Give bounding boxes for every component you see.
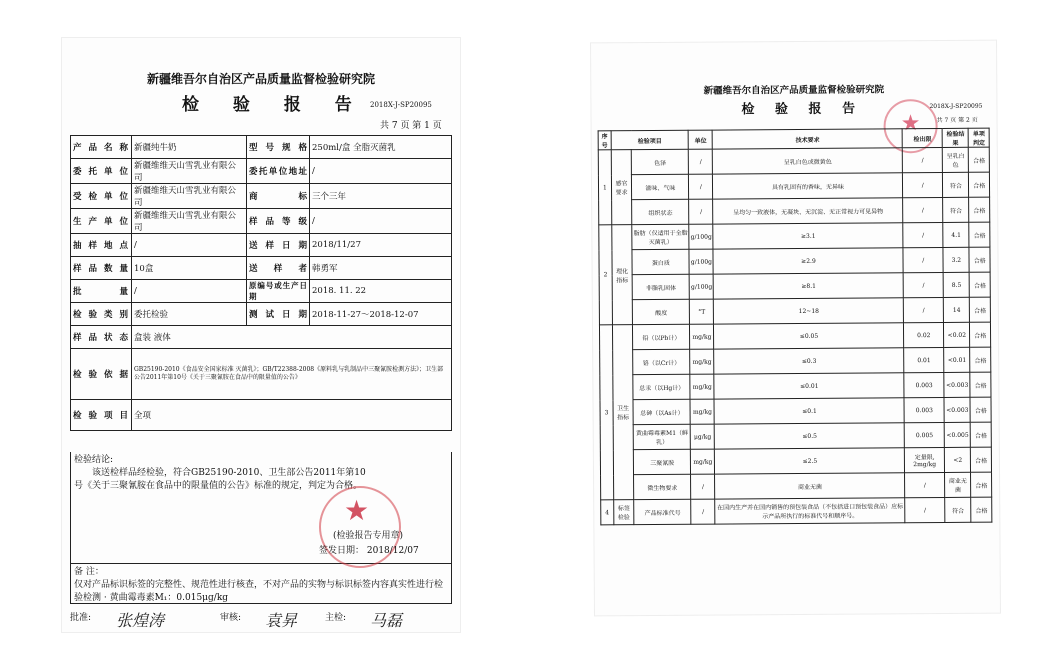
- item-result: <0.003: [944, 397, 971, 422]
- item-unit: mg/kg: [690, 374, 714, 399]
- table-row: [71, 303, 452, 326]
- table-row: [598, 147, 989, 175]
- table-row: [600, 372, 991, 400]
- remarks-box: [70, 564, 452, 604]
- client-value: 新疆维维天山雪乳业有限公司: [132, 159, 247, 184]
- item-requirement: ≤0.3: [714, 348, 904, 374]
- item-unit: μg/kg: [690, 424, 714, 449]
- item-name: 黄曲霉毒素M1（鲜乳）: [633, 424, 690, 449]
- item-verdict: 合格: [970, 272, 991, 297]
- item-requirement: 在国内生产并在国内销售的预包装食品（不包括进口预包装食品）应标示产品所执行的标准代号和顺序号。: [715, 498, 905, 524]
- main-inspector-label: 主检:: [325, 613, 347, 623]
- item-requirement: 12~18: [714, 298, 904, 324]
- item-unit: mg/kg: [690, 349, 714, 374]
- item-unit: °T: [690, 299, 714, 324]
- category-value: 委托检验: [132, 303, 247, 326]
- report-title: 检 验 报 告: [182, 95, 366, 115]
- item-unit: mg/kg: [690, 324, 714, 349]
- item-requirement: 商业无菌: [715, 473, 905, 499]
- item-result: 8.5: [943, 272, 970, 297]
- category-label: 检验类别: [71, 303, 132, 326]
- client-address-value: /: [310, 159, 452, 184]
- table-row: [71, 257, 452, 280]
- item-verdict: 合格: [969, 247, 990, 272]
- approve-signature: 张煌涛: [116, 611, 165, 630]
- item-name: 非脂乳固体: [632, 274, 689, 299]
- model-value: 250ml/盒 全脂灭菌乳: [310, 136, 452, 159]
- page-count: 共 7 页 第 2 页: [936, 116, 978, 125]
- batch-label: 批 量: [71, 280, 132, 303]
- table-row: [598, 172, 989, 200]
- report-code: 2018X-J-SP20095: [370, 101, 432, 109]
- group-name: 标签检验: [614, 500, 635, 525]
- column-header: 序号: [598, 131, 611, 150]
- items-label: 检验项目: [71, 400, 132, 431]
- sender-label: 送样者: [247, 257, 310, 280]
- item-name: 铬（以Cr计）: [633, 349, 690, 374]
- quantity-label: 样品数量: [71, 257, 132, 280]
- producer-value: 新疆维维天山雪乳业有限公司: [132, 209, 247, 234]
- basis-value: GB25190-2010《食品安全国家标准 灭菌乳》；GB/T22388-2008《原料乳与乳制品中三聚氰胺检测方法》；卫生部公告2011年第10号《关于三聚氰胺在食品中的限量值的公告》: [132, 349, 452, 400]
- table-row: [71, 280, 452, 303]
- item-detection-limit: /: [904, 297, 944, 322]
- client-label: 委托单位: [71, 159, 132, 184]
- table-row: [601, 472, 992, 500]
- institute-name: 新疆维吾尔自治区产品质量监督检验研究院: [703, 84, 885, 97]
- item-unit: /: [689, 149, 713, 174]
- item-result: 符合: [943, 197, 970, 222]
- trademark-value: 三个三年: [310, 184, 452, 209]
- item-name: 组织状态: [632, 199, 689, 224]
- item-detection-limit: /: [904, 272, 944, 297]
- item-name: 总汞（以Hg计）: [633, 374, 690, 399]
- table-row: [601, 497, 992, 525]
- item-detection-limit: /: [903, 197, 943, 222]
- item-requirement: ≤0.05: [714, 323, 904, 349]
- item-requirement: 具有乳固有的香味，无异味: [713, 173, 903, 199]
- results-table: [598, 128, 993, 526]
- item-verdict: 合格: [970, 297, 991, 322]
- group-name: 理化指标: [612, 225, 633, 325]
- item-name: 蛋白质: [632, 249, 689, 274]
- group-number: 1: [598, 150, 611, 225]
- item-requirement: ≤0.01: [714, 373, 904, 399]
- item-result: <2: [944, 447, 971, 472]
- inspected-value: 新疆维维天山雪乳业有限公司: [132, 184, 247, 209]
- batch-value: /: [132, 280, 247, 303]
- institute-name: 新疆维吾尔自治区产品质量监督检验研究院: [146, 72, 375, 86]
- sample-state-value: 盒装 液体: [132, 326, 452, 349]
- report-page-1: [62, 38, 460, 632]
- producer-label: 生产单位: [71, 209, 132, 234]
- item-result: <0.02: [944, 322, 971, 347]
- quantity-value: 10盒: [132, 257, 247, 280]
- basis-label: 检验依据: [71, 349, 132, 400]
- sample-place-value: /: [132, 234, 247, 257]
- star-icon: ★: [900, 111, 921, 137]
- approve-label: 批准:: [70, 613, 92, 623]
- inspected-label: 受检单位: [71, 184, 132, 209]
- group-name: 卫生指标: [612, 325, 634, 500]
- test-date-value: 2018-11-27～2018-12-07: [310, 303, 452, 326]
- item-requirement: 呈乳白色或微黄色: [713, 148, 903, 174]
- item-name: 微生物要求: [634, 474, 691, 499]
- item-result: 符合: [943, 172, 970, 197]
- item-requirement: ≥8.1: [714, 273, 904, 299]
- item-result: <0.01: [944, 347, 971, 372]
- item-result: 呈乳白色: [942, 147, 969, 172]
- item-result: <0.003: [944, 372, 971, 397]
- table-row: [600, 422, 991, 450]
- conclusion-title: 检验结论:: [74, 455, 114, 465]
- item-verdict: 合格: [969, 147, 990, 172]
- page-count: 共 7 页 第 1 页: [380, 121, 442, 131]
- item-detection-limit: 0.005: [905, 422, 945, 447]
- item-unit: /: [691, 474, 715, 499]
- table-row: [599, 322, 990, 350]
- group-name: 感官要求: [611, 150, 632, 225]
- item-detection-limit: /: [903, 247, 943, 272]
- item-detection-limit: /: [903, 172, 943, 197]
- item-name: 总砷（以As计）: [633, 399, 690, 424]
- item-result: 14: [943, 297, 970, 322]
- item-requirement: ≥3.1: [713, 223, 903, 249]
- table-row: [600, 397, 991, 425]
- column-header: 检验项目: [611, 130, 689, 150]
- item-verdict: 合格: [970, 372, 991, 397]
- main-inspector-signature: 马磊: [370, 611, 403, 630]
- item-result: 3.2: [943, 247, 970, 272]
- table-row: [71, 184, 452, 209]
- remarks-title: 备 注：: [74, 567, 104, 577]
- remarks-text: 仅对产品标识标签的完整性、规范性进行核查，不对产品的实物与标识标签内容真实性进行检验检测 · 黄曲霉毒素M₁：0.015μg/kg: [74, 580, 444, 603]
- item-detection-limit: 0.003: [904, 372, 944, 397]
- item-requirement: ≤0.5: [715, 423, 905, 449]
- item-requirement: ≤0.1: [714, 398, 904, 424]
- column-header: 单项判定: [969, 128, 990, 147]
- item-unit: g/100g: [689, 274, 713, 299]
- item-verdict: 合格: [971, 447, 992, 472]
- product-name-value: 新疆纯牛奶: [132, 136, 247, 159]
- item-unit: /: [689, 199, 713, 224]
- delivery-date-label: 送样日期: [247, 234, 310, 257]
- item-unit: mg/kg: [691, 449, 715, 474]
- column-header: 检验结果: [942, 128, 968, 147]
- item-name: 产品标准代号: [634, 499, 691, 524]
- item-verdict: 合格: [971, 422, 992, 447]
- item-detection-limit: /: [903, 222, 943, 247]
- table-row: [71, 136, 452, 159]
- item-unit: g/100g: [689, 249, 713, 274]
- table-row: [71, 326, 452, 349]
- item-unit: /: [691, 499, 715, 524]
- item-detection-limit: /: [905, 497, 945, 522]
- table-row: [71, 400, 452, 431]
- item-verdict: 合格: [969, 172, 990, 197]
- item-name: 滋味、气味: [632, 174, 689, 199]
- item-result: <0.005: [944, 422, 971, 447]
- test-date-label: 测试日期: [247, 303, 310, 326]
- item-detection-limit: /: [905, 472, 945, 497]
- client-address-label: 委托单位地址: [247, 159, 310, 184]
- item-unit: /: [689, 174, 713, 199]
- sample-state-label: 样品状态: [71, 326, 132, 349]
- item-verdict: 合格: [969, 197, 990, 222]
- item-verdict: 合格: [970, 347, 991, 372]
- item-verdict: 合格: [971, 497, 992, 522]
- table-row: [600, 447, 991, 475]
- item-name: 色泽: [632, 149, 689, 174]
- report-code: 2018X-J-SP20095: [929, 102, 983, 111]
- items-value: 全项: [132, 400, 452, 431]
- table-row: [71, 159, 452, 184]
- item-result: 商业无菌: [945, 472, 972, 497]
- model-label: 型号规格: [247, 136, 310, 159]
- item-unit: g/100g: [689, 224, 713, 249]
- group-number: 3: [599, 325, 613, 500]
- item-result: 4.1: [943, 222, 970, 247]
- table-row: [599, 197, 990, 225]
- production-date-label: 原编号或生产日期: [247, 280, 310, 303]
- table-row: [71, 349, 452, 400]
- table-row: [599, 297, 990, 325]
- item-detection-limit: /: [903, 147, 943, 172]
- item-requirement: ≤2.5: [715, 448, 905, 474]
- column-header: 检出限: [903, 128, 943, 147]
- seal-caption: (检验报告专用章): [333, 531, 404, 541]
- report-title: 检 验 报 告: [741, 101, 864, 118]
- item-unit: mg/kg: [690, 399, 714, 424]
- item-name: 脂肪（仅适用于全脂灭菌乳）: [632, 224, 689, 249]
- item-detection-limit: 0.003: [904, 397, 944, 422]
- issue-date: 签发日期： 2018/12/07: [319, 546, 419, 556]
- table-row: [599, 222, 990, 250]
- grade-value: /: [310, 209, 452, 234]
- item-verdict: 合格: [970, 322, 991, 347]
- sender-value: 韩勇军: [310, 257, 452, 280]
- column-header: 单位: [688, 130, 712, 149]
- group-number: 4: [601, 500, 614, 525]
- item-name: 铅（以Pb计）: [633, 324, 690, 349]
- table-row: [599, 272, 990, 300]
- product-name-label: 产品名称: [71, 136, 132, 159]
- conclusion-text: 该送检样品经检验，符合GB25190-2010、卫生部公告2011年第10号《关于三聚氰胺在食品中的限量值的公告》标准的规定，判定为合格。: [74, 468, 366, 491]
- sample-place-label: 抽样地点: [71, 234, 132, 257]
- item-verdict: 合格: [971, 472, 992, 497]
- review-label: 审核:: [220, 613, 242, 623]
- table-row: [600, 347, 991, 375]
- item-detection-limit: 0.01: [904, 347, 944, 372]
- trademark-label: 商 标: [247, 184, 310, 209]
- item-name: 酸度: [633, 299, 690, 324]
- report-info-table: [70, 135, 452, 431]
- column-header: 技术要求: [713, 129, 903, 149]
- table-row: [599, 247, 990, 275]
- star-icon: ★: [344, 494, 370, 527]
- item-name: 三聚氰胺: [634, 449, 691, 474]
- table-row: [71, 209, 452, 234]
- table-row: [71, 234, 452, 257]
- group-number: 2: [599, 225, 613, 325]
- review-signature: 袁昇: [265, 611, 298, 630]
- delivery-date-value: 2018/11/27: [310, 234, 452, 257]
- item-verdict: 合格: [969, 222, 990, 247]
- item-detection-limit: 定量限, 2mg/kg: [905, 447, 945, 472]
- item-requirement: ≥2.9: [713, 248, 903, 274]
- item-verdict: 合格: [970, 397, 991, 422]
- grade-label: 样品等级: [247, 209, 310, 234]
- item-requirement: 呈均匀一致液体，无凝块、无沉淀、无正常视力可见异物: [713, 198, 903, 224]
- report-page-2: [591, 41, 1000, 616]
- item-result: 符合: [945, 497, 972, 522]
- production-date-value: 2018. 11. 22: [310, 280, 452, 303]
- item-detection-limit: 0.02: [904, 322, 944, 347]
- conclusion-box: [70, 452, 452, 564]
